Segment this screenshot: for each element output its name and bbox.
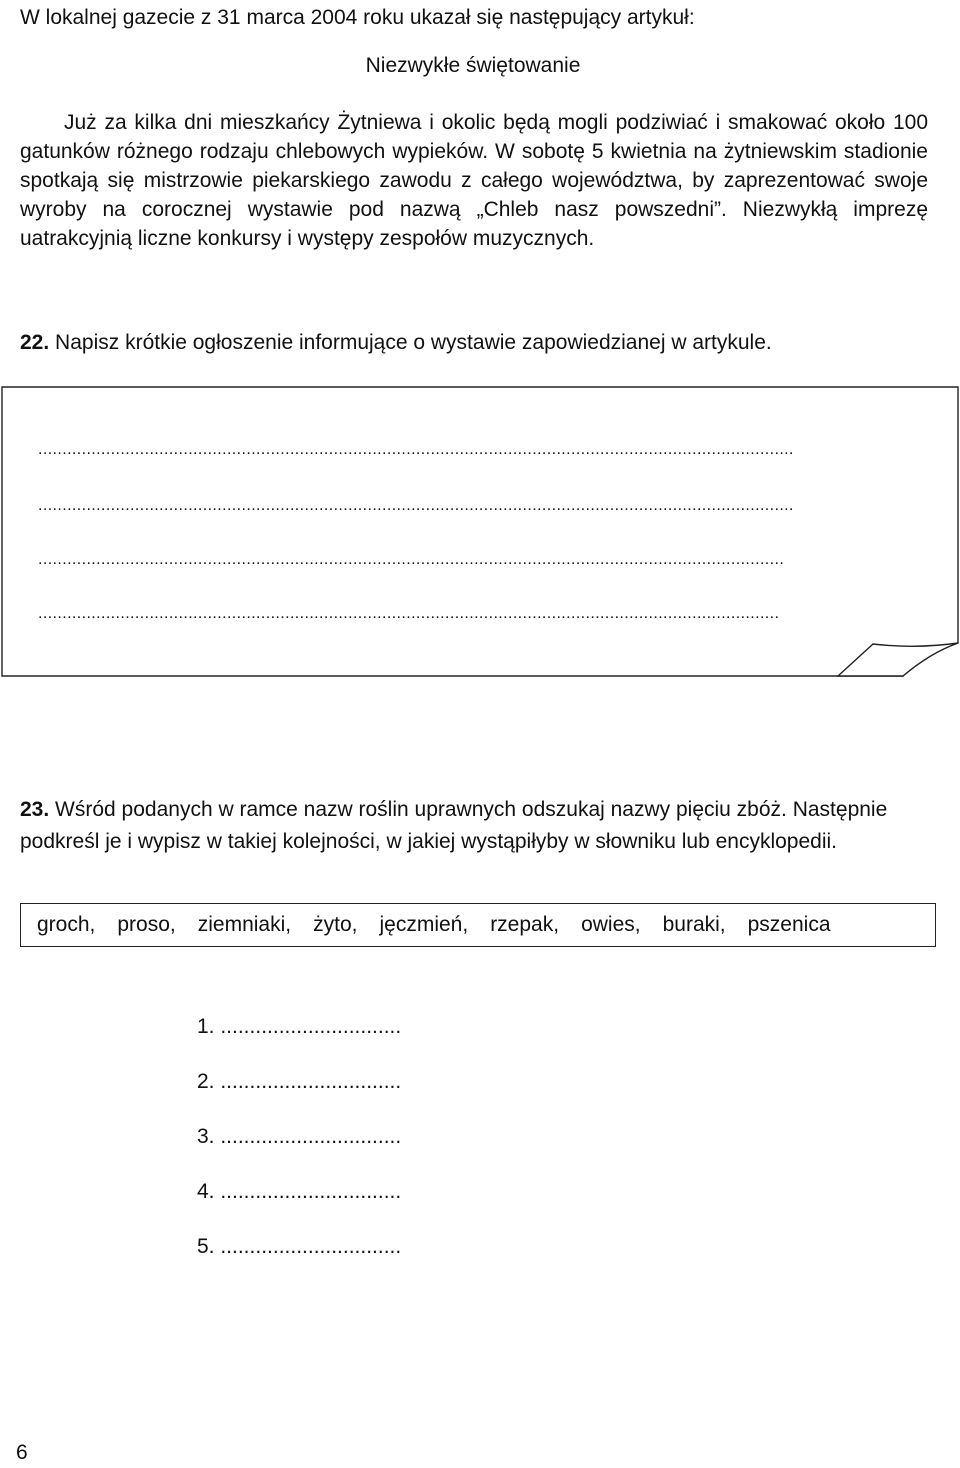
task-23-number: 23. (20, 798, 50, 821)
cereal-answer-1[interactable]: 1. ............................... (197, 1015, 402, 1038)
plant-word[interactable]: pszenica (747, 913, 831, 936)
plant-word[interactable]: jęczmień, (379, 913, 469, 936)
cereal-answer-5[interactable]: 5. ............................... (197, 1235, 402, 1258)
cereal-answer-2[interactable]: 2. ............................... (197, 1070, 402, 1093)
task-22-text: Napisz krótkie ogłoszenie informujące o wystawie zapowiedzianej w artykule. (55, 331, 772, 354)
page-curl-frame (0, 383, 960, 683)
plant-word[interactable]: proso, (117, 913, 176, 936)
article-text: Już za kilka dni mieszkańcy Żytniewa i okolic będą mogli podziwiać i smakować około 100 gatunków różnego rodzaju chlebowych wypieków. W sobotę 5 kwietnia na żytniewskim stadionie spotkają się mistrzowie piekarskiego zawodu z całego województwa, by zaprezentować swoje wyroby na corocznej wystawie pod nazwą „Chleb nasz powszedni”. Niezwykłą imprezę uatrakcyjnią liczne konkursy i występy zespołów muzycznych. (20, 111, 928, 250)
plant-word[interactable]: ziemniaki, (197, 913, 292, 936)
cereal-answer-3[interactable]: 3. ............................... (197, 1125, 402, 1148)
plant-names-box (20, 903, 936, 947)
task-22-number: 22. (20, 331, 50, 354)
answer-line-4[interactable]: ......................................................................................................................................................... (38, 605, 780, 622)
article-body (20, 108, 928, 253)
plant-word[interactable]: rzepak, (490, 913, 560, 936)
page-number: 6 (16, 1441, 28, 1464)
plant-word[interactable]: groch, (37, 913, 96, 936)
plant-word[interactable]: buraki, (662, 913, 726, 936)
intro-sentence: W lokalnej gazecie z 31 marca 2004 roku ukazał się następujący artykuł: (20, 6, 695, 29)
announcement-answer-box[interactable] (0, 383, 960, 683)
plant-word[interactable]: żyto, (313, 913, 358, 936)
task-22-instruction (20, 327, 772, 359)
answer-line-2[interactable]: ............................................................................................................................................................ (38, 497, 794, 514)
answer-line-1[interactable]: ............................................................................................................................................................ (38, 441, 794, 458)
cereal-answer-list (197, 1014, 401, 1289)
article-headline: Niezwykłe świętowanie (365, 54, 581, 77)
plant-word[interactable]: owies, (581, 913, 641, 936)
answer-line-3[interactable]: .......................................................................................................................................................... (38, 551, 785, 568)
task-23-instruction (20, 794, 940, 858)
task-23-text: Wśród podanych w ramce nazw roślin uprawnych odszukaj nazwy pięciu zbóż. Następnie podkreśl je i wypisz w takiej kolejności, w jakiej wystąpiłyby w słowniku lub encyklopedii. (20, 798, 888, 853)
cereal-answer-4[interactable]: 4. ............................... (197, 1180, 402, 1203)
